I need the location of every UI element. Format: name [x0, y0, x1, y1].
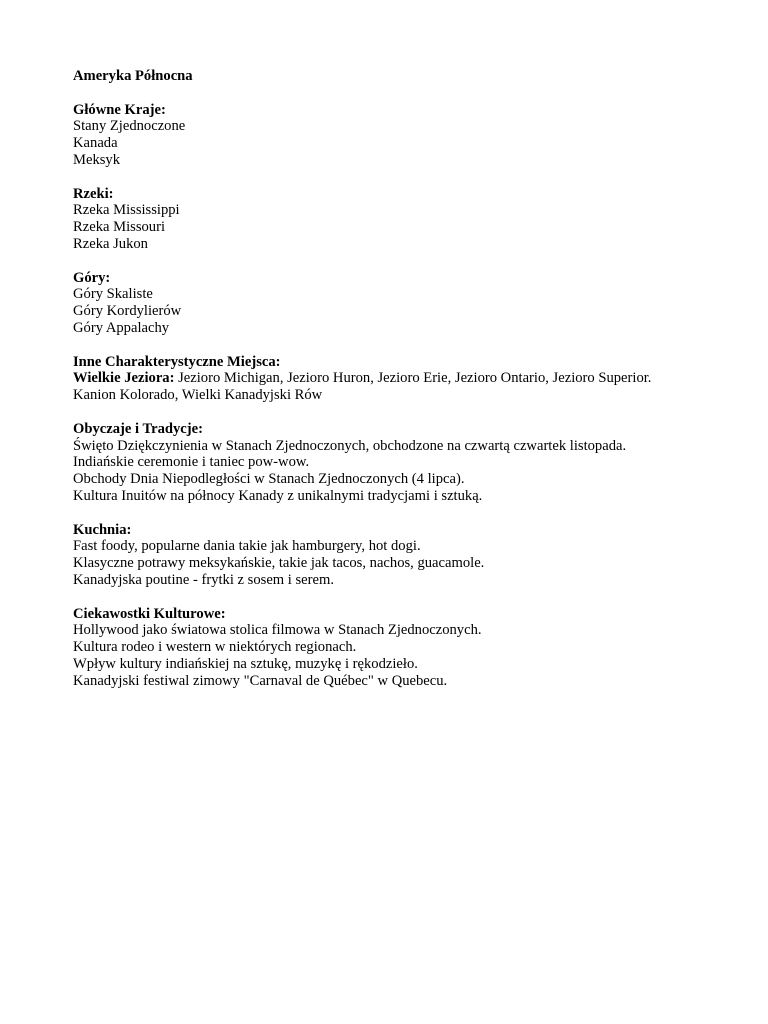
section-heading: Góry: [73, 269, 111, 286]
section-heading: Rzeki: [73, 185, 114, 202]
list-item: Klasyczne potrawy meksykańskie, takie jak tacos, nachos, guacamole. [73, 555, 485, 572]
section-cuisine [73, 522, 753, 589]
list-item: Wpływ kultury indiańskiej na sztukę, muzykę i rękodzieło. [73, 655, 418, 672]
list-item: Rzeka Jukon [73, 235, 148, 252]
list-item: Meksyk [73, 151, 121, 168]
section-heading: Inne Charakterystyczne Miejsca: [73, 353, 281, 370]
list-item: Rzeka Mississippi [73, 202, 180, 219]
list-item: Rzeka Missouri [73, 219, 166, 236]
section-customs [73, 421, 753, 505]
list-item: Góry Appalachy [73, 319, 170, 336]
document-page [73, 68, 753, 706]
inline-text: Jezioro Michigan, Jezioro Huron, Jezioro Erie, Jezioro Ontario, Jezioro Superior. [174, 370, 652, 387]
list-item: Kanion Kolorado, Wielki Kanadyjski Rów [73, 387, 323, 404]
document-title: Ameryka Północna [73, 68, 193, 84]
list-item: Kultura Inuitów na północy Kanady z unikalnymi tradycjami i sztuką. [73, 487, 483, 504]
list-item: Święto Dziękczynienia w Stanach Zjednoczonych, obchodzone na czwartą czwartek listopada. [73, 437, 627, 454]
section-heading: Główne Kraje: [73, 101, 166, 118]
list-item: Kanadyjski festiwal zimowy "Carnaval de Québec" w Quebecu. [73, 672, 448, 689]
section-mountains [73, 270, 753, 337]
list-item: Indiańskie ceremonie i taniec pow-wow. [73, 454, 310, 471]
list-item: Obchody Dnia Niepodległości w Stanach Zjednoczonych (4 lipca). [73, 471, 465, 488]
section-landmarks [73, 354, 753, 404]
list-item: Kultura rodeo i western w niektórych regionach. [73, 639, 357, 656]
list-item: Hollywood jako światowa stolica filmowa w Stanach Zjednoczonych. [73, 622, 482, 639]
list-item [73, 370, 753, 387]
list-item: Góry Skaliste [73, 286, 153, 303]
section-heading: Ciekawostki Kulturowe: [73, 605, 226, 622]
list-item: Fast foody, popularne dania takie jak hamburgery, hot dogi. [73, 538, 421, 555]
list-item: Stany Zjednoczone [73, 118, 186, 135]
section-heading: Obyczaje i Tradycje: [73, 420, 203, 437]
section-countries [73, 102, 753, 169]
inline-label: Wielkie Jeziora: [73, 370, 175, 387]
section-cultural-facts [73, 606, 753, 690]
section-heading: Kuchnia: [73, 521, 132, 538]
section-rivers [73, 186, 753, 253]
list-item: Góry Kordylierów [73, 303, 182, 320]
list-item: Kanada [73, 135, 118, 152]
list-item: Kanadyjska poutine - frytki z sosem i serem. [73, 571, 334, 588]
